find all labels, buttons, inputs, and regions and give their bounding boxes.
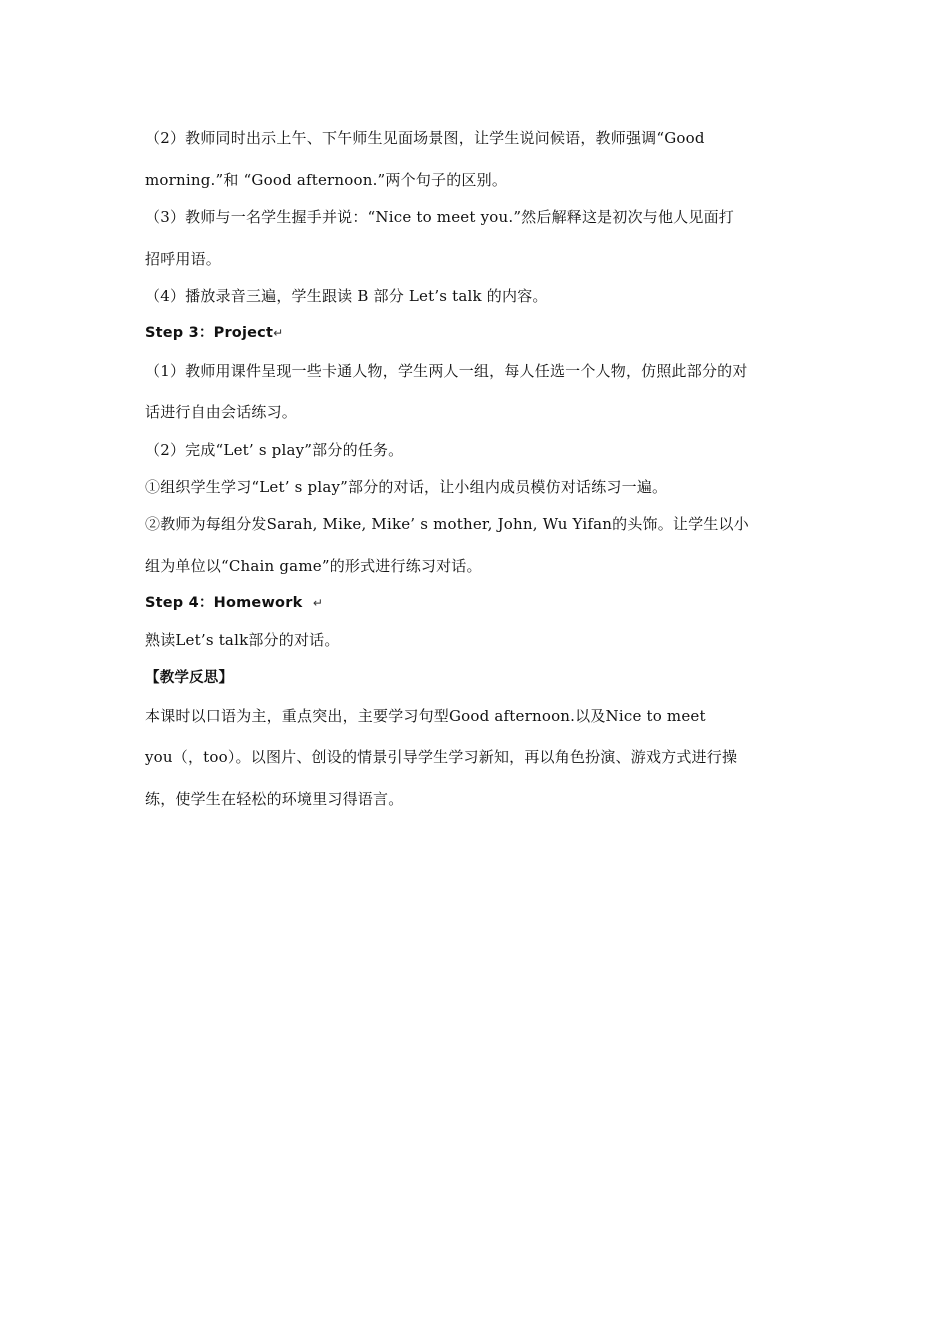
paragraph-line: ②教师为每组分发Sarah, Mike, Mike’ s mother, John, Wu Yifan的头饰。让学生以小 — [145, 515, 749, 533]
paragraph-line: （2）完成“Let’ s play”部分的任务。 — [145, 441, 404, 459]
paragraph-line: morning.”和 “Good afternoon.”两个句子的区别。 — [145, 171, 508, 189]
paragraph-line: （4）播放录音三遍，学生跟读 B 部分 Let’s talk 的内容。 — [145, 287, 548, 305]
paragraph-line: 话进行自由会话练习。 — [145, 403, 298, 421]
paragraph-line: 组为单位以“Chain game”的形式进行练习对话。 — [145, 557, 482, 575]
paragraph-line: （2）教师同时出示上午、下午师生见面场景图，让学生说问候语，教师强调“Good — [145, 129, 705, 147]
paragraph-mark-icon: ↵ — [273, 326, 284, 340]
paragraph-line: 练，使学生在轻松的环境里习得语言。 — [145, 790, 404, 808]
paragraph-line: 本课时以口语为主，重点突出，主要学习句型Good afternoon.以及Nice to meet — [145, 707, 706, 725]
paragraph-line: （3）教师与一名学生握手并说：“Nice to meet you.”然后解释这是初次与他人见面打 — [145, 208, 734, 226]
paragraph-line: 熟读Let’s talk部分的对话。 — [145, 631, 340, 649]
paragraph-line: you（，too）。以图片、创设的情景引导学生学习新知，再以角色扮演、游戏方式进行操 — [145, 748, 738, 766]
step3-heading — [145, 323, 815, 343]
paragraph-mark-icon: ↵ — [312, 596, 324, 610]
reflection-heading: 【教学反思】 — [145, 670, 234, 686]
step3-heading-text: Step 3：Project — [145, 325, 274, 341]
paragraph-line: ①组织学生学习“Let’ s play”部分的对话，让小组内成员模仿对话练习一遍。 — [145, 478, 668, 496]
paragraph-line: 招呼用语。 — [145, 250, 222, 268]
step4-heading-text: Step 4：Homework — [145, 595, 313, 611]
step4-heading — [145, 593, 815, 613]
paragraph-line: （1）教师用课件呈现一些卡通人物，学生两人一组，每人任选一个人物，仿照此部分的对 — [145, 362, 748, 380]
